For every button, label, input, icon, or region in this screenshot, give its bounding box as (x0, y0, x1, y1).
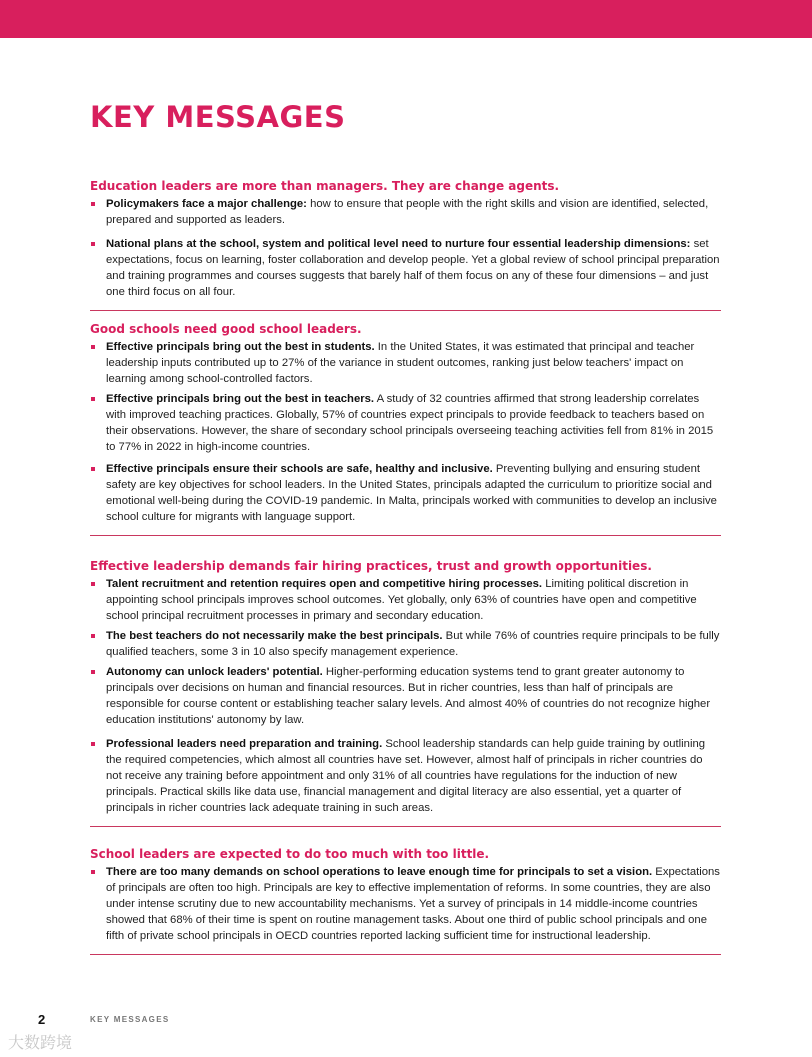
bullet-lead: The best teachers do not necessarily make the best principals. (106, 630, 443, 642)
bullet-lead: Effective principals bring out the best in students. (106, 341, 375, 353)
bullet-item (90, 628, 721, 660)
bullet-text: Preventing bullying and ensuring student safety are key objectives for school leaders. In the United States, principals adapted the curriculum to prioritize social and emotional well-being during the COVID-19 pandemic. In Malta, principals worked with communities to develop an inclusive school culture for migrants with language support. (106, 463, 717, 523)
bullet-item (90, 736, 721, 816)
section-heading: Education leaders are more than managers. They are change agents. (90, 179, 560, 193)
section-heading: Good schools need good school leaders. (90, 322, 362, 336)
section-good-leaders (90, 321, 721, 536)
top-color-band (0, 0, 812, 38)
section-change-agents (90, 178, 721, 311)
bullet-lead: Autonomy can unlock leaders' potential. (106, 666, 323, 678)
bullet-item (90, 864, 721, 944)
bullet-lead: Professional leaders need preparation and training. (106, 738, 383, 750)
bullet-item (90, 576, 721, 624)
bullet-text: how to ensure that people with the right skills and vision are identified, selected, prepared and supported as leaders. (106, 198, 709, 226)
section-fair-hiring (90, 558, 721, 827)
bullet-text: set expectations, focus on learning, foster collaboration and develop people. Yet a global review of school principal preparation and training programmes and courses suggests that barely half of them focus on any of these four dimensions – and just one third focus on all four. (106, 238, 720, 298)
bullet-item (90, 461, 721, 525)
bullet-text: Expectations of principals are often too high. Principals are key to effective implementation of reforms. In some countries, they are also under intense scrutiny due to new accountability mechanisms. Yet a survey of principals in 14 middle-income countries showed that 68% of their time is spent on routine management tasks. About one third of public school principals and one fifth of private school principals in OECD countries reported lacking sufficient time for instructional leadership. (106, 866, 720, 942)
bullet-list (90, 864, 721, 944)
bullet-text: School leadership standards can help guide training by outlining the required competencies, which almost all countries have set. However, almost half of principals in richer countries do not receive any training before appointment and only 31% of all countries have regulations for the induction of new principals. Practical skills like data use, financial management and digital literacy are also essential, yet a quarter of principals in richer countries lack adequate training in such areas. (106, 738, 706, 814)
bullet-list (90, 339, 721, 525)
bullet-lead: There are too many demands on school operations to leave enough time for principals to set a vision. (106, 866, 653, 878)
page-title: KEY MESSAGES (90, 100, 346, 134)
bullet-text: Limiting political discretion in appointing school principals improves school outcomes. Yet globally, only 63% of countries have open and competitive school principal recruitment processes in primary and secondary education. (106, 578, 697, 622)
watermark-text: 大数跨境 (8, 1035, 73, 1052)
section-heading: School leaders are expected to do too much with too little. (90, 847, 490, 861)
bullet-text: In the United States, it was estimated that principal and teacher leadership inputs contributed up to 27% of the variance in student outcomes, ranking just below teachers' impact on learning among school-controlled factors. (106, 341, 695, 385)
section-too-little (90, 846, 721, 955)
bullet-list (90, 196, 721, 300)
bullet-item (90, 339, 721, 387)
bullet-list (90, 576, 721, 816)
key-messages-content (90, 178, 721, 955)
bullet-item (90, 236, 721, 300)
bullet-lead: Effective principals ensure their schools are safe, healthy and inclusive. (106, 463, 493, 475)
bullet-lead: Talent recruitment and retention requires open and competitive hiring processes. (106, 578, 543, 590)
bullet-lead: National plans at the school, system and political level need to nurture four essential leadership dimensions: (106, 238, 691, 250)
bullet-text: Higher-performing education systems tend to grant greater autonomy to principals over decisions on human and financial resources. But in richer countries, less than half of principals are responsible for course content or establishing teacher salary levels. And almost 40% of countries do not recognize higher education institutions' autonomy by law. (106, 666, 711, 726)
page-number: 2 (38, 1012, 46, 1027)
bullet-item (90, 196, 721, 228)
bullet-item (90, 391, 721, 455)
running-head: KEY MESSAGES (90, 1015, 170, 1024)
bullet-text: But while 76% of countries require principals to be fully qualified teachers, some 3 in 10 also specify management experience. (106, 630, 720, 658)
bullet-lead: Effective principals bring out the best in teachers. (106, 393, 375, 405)
section-heading: Effective leadership demands fair hiring practices, trust and growth opportunities. (90, 559, 652, 573)
bullet-text: A study of 32 countries affirmed that strong leadership correlates with improved teaching practices. Globally, 57% of countries expect principals to provide feedback to teachers based on their observations. However, the share of secondary school principals overseeing teaching activities fell from 81% in 2015 to 77% in 2022 in high-income countries. (106, 393, 714, 453)
bullet-item (90, 664, 721, 728)
bullet-lead: Policymakers face a major challenge: (106, 198, 307, 210)
